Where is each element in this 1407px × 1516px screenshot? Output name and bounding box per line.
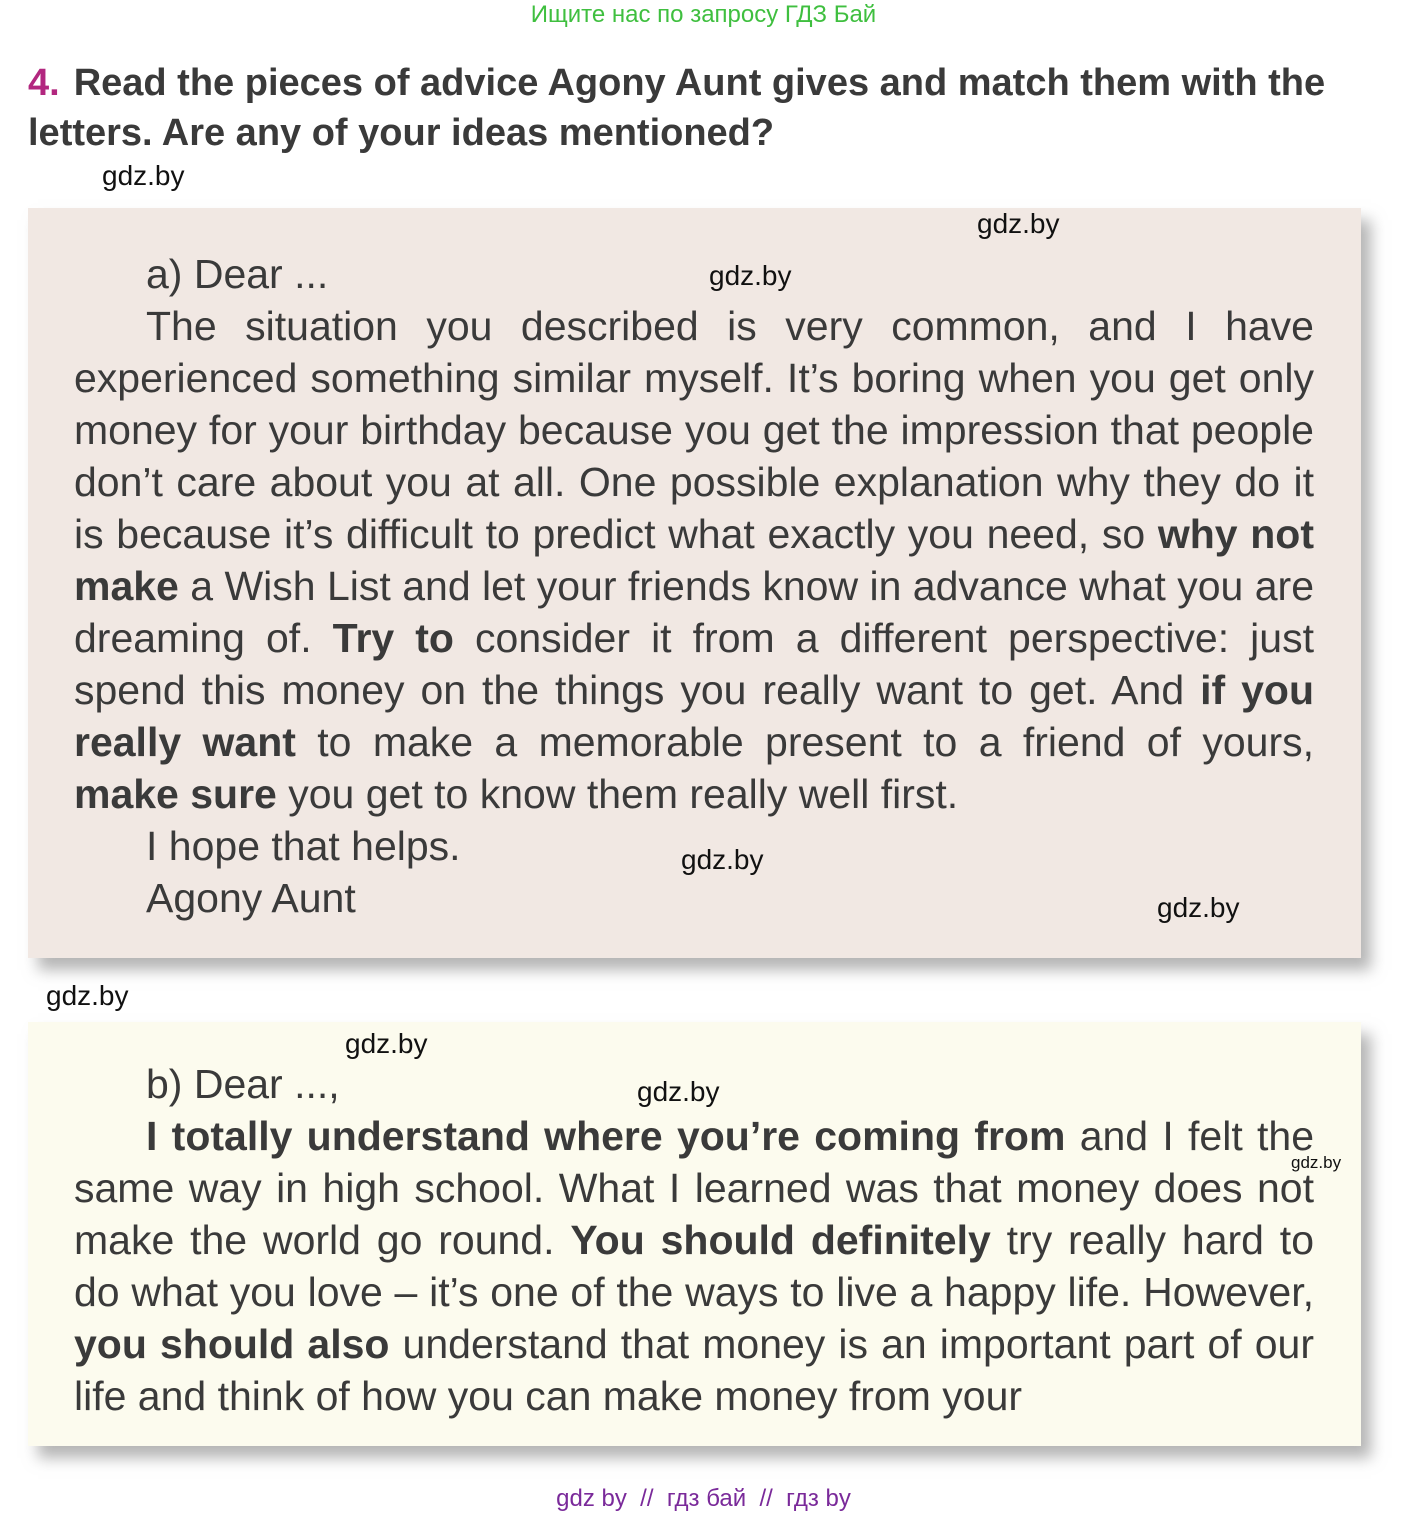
letter-a-highlight: why not make [74,511,1315,609]
top-banner: Ищите нас по запросу ГДЗ Бай [530,1,877,28]
letter-a-closing: I hope that helps. [146,823,461,869]
watermark-small: gdz.by [1291,1153,1342,1172]
letter-a-signature: Agony Aunt [146,875,356,921]
letter-b-body-part: understand that money is an important part of our life and think of how you can make money from your [74,1321,1314,1419]
watermark: gdz.by [681,844,764,875]
letter-b-highlight: you should also [74,1321,390,1367]
watermark: gdz.by [637,1076,720,1107]
watermark: gdz.by [709,260,792,291]
letter-a-text [74,248,1314,924]
letter-a-highlight: Try to [332,615,454,661]
task-number: 4. [28,62,60,104]
letter-b-box [28,1022,1361,1446]
task-heading [28,58,1388,158]
letter-a-body-part: consider it from a different perspective: just spend this money on the things you really want to get. And [74,615,1314,713]
watermark: gdz.by [1157,892,1240,923]
letter-a-highlight: make sure [74,771,277,817]
footer: gdz by // гдз бай // гдз by [556,1485,851,1512]
letter-a-body-part: to make a memorable present to a friend of yours, [295,719,1314,765]
letter-a-body-part: The situation you described is very common, and I have experienced something similar myself. It’s boring when you get only money for your birthday because you get the impression that people don’t care about you at all. One possible explanation why they do it is because it’s difficult to predict what exactly you need, so [74,303,1314,557]
watermark: gdz.by [102,160,185,191]
letter-b-text [74,1058,1314,1422]
watermark: gdz.by [345,1028,428,1059]
letter-a-body [74,300,1314,820]
letter-b-highlight: You should definitely [570,1217,991,1263]
letter-b-body [74,1110,1314,1422]
letter-a-body-part: you get to know them really well first. [276,771,959,817]
watermark: gdz.by [977,208,1060,239]
task-text: Read the pieces of advice Agony Aunt gives and match them with the letters. Are any of your ideas mentioned? [28,62,1326,154]
letter-a-greeting: a) Dear ... [146,251,329,297]
letter-b-highlight: I totally understand where you’re coming from [146,1113,1066,1159]
letter-a-body-part: a Wish List and let your friends know in advance what you are dreaming of. [74,563,1314,661]
letter-b-body-part: try really hard to do what you love – it’s one of the ways to live a happy life. However, [74,1217,1314,1315]
letter-b-body-part: and I felt the same way in high school. What I learned was that money does not make the world go round. [74,1113,1314,1263]
watermark: gdz.by [46,980,129,1011]
letter-a-box [28,208,1361,958]
letter-a-highlight: if you really want [74,667,1314,765]
letter-b-greeting: b) Dear ..., [146,1061,340,1107]
